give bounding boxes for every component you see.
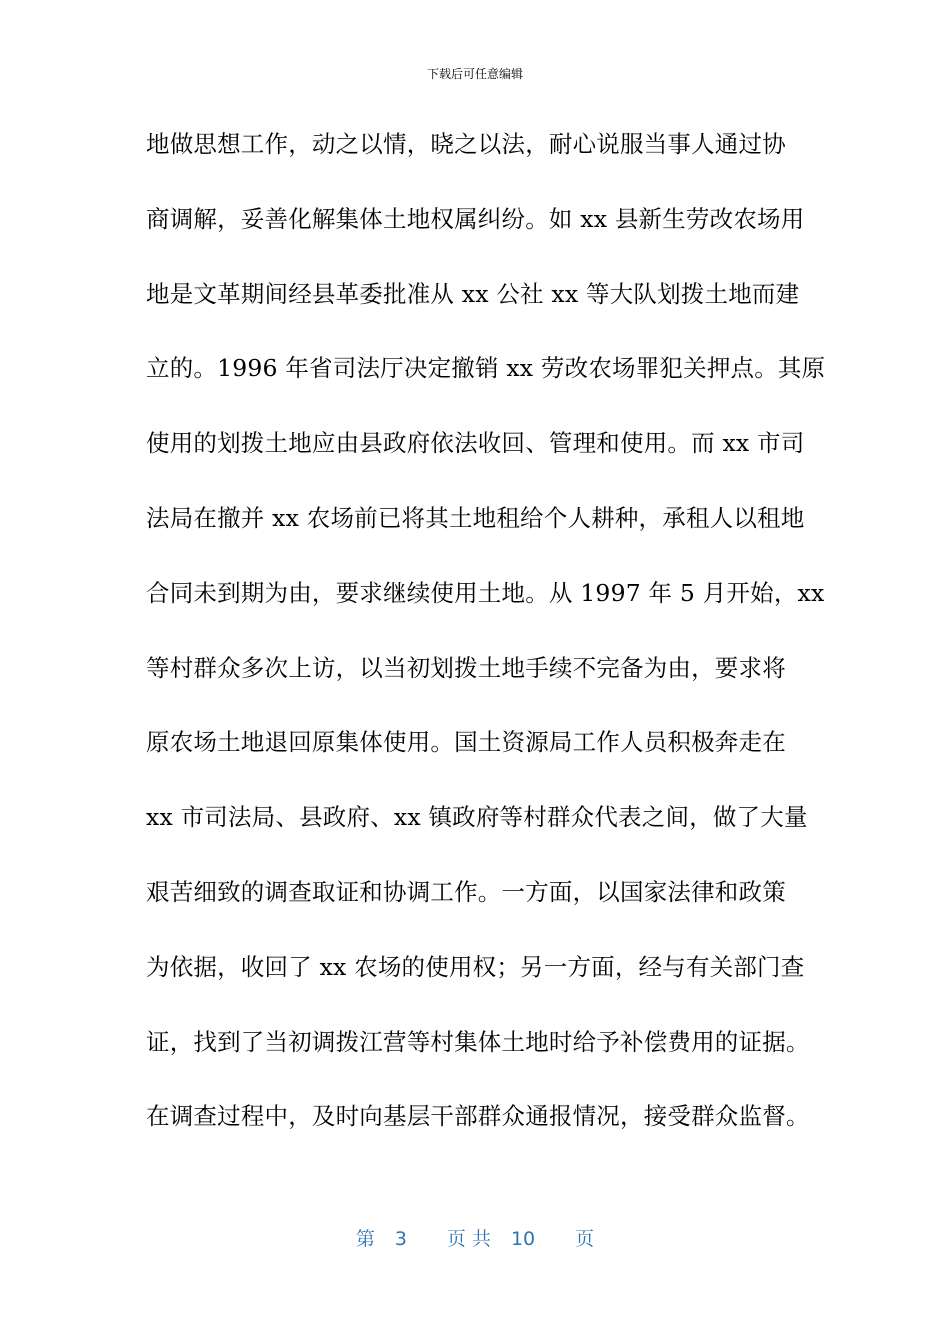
body-line: 为依据，收回了 xx 农场的使用权；另一方面，经与有关部门查: [146, 952, 805, 981]
page-number-footer: [0, 1226, 950, 1252]
body-line: 商调解，妥善化解集体土地权属纠纷。如 xx 县新生劳改农场用: [146, 204, 805, 233]
body-line: 地做思想工作，动之以情，晓之以法，耐心说服当事人通过协: [146, 130, 786, 158]
body-line: 使用的划拨土地应由县政府依法收回、管理和使用。而 xx 市司: [146, 429, 805, 458]
document-body: [146, 124, 826, 1171]
body-line: 法局在撤并 xx 农场前已将其土地租给个人耕种，承租人以租地: [146, 503, 805, 532]
body-line: 原农场土地退回原集体使用。国土资源局工作人员积极奔走在: [146, 728, 786, 757]
body-line: 艰苦细致的调查取证和协调工作。一方面，以国家法律和政策: [146, 877, 786, 906]
body-line: 等村群众多次上访，以当初划拨土地手续不完备为由，要求将: [146, 653, 786, 682]
body-line: 在调查过程中，及时向基层干部群众通报情况，接受群众监督。: [146, 1102, 810, 1131]
body-line: 证，找到了当初调拨江营等村集体土地时给予补偿费用的证据。: [146, 1027, 810, 1056]
footer-suffix: 页: [575, 1228, 595, 1250]
current-page-number: 3: [394, 1228, 407, 1250]
footer-prefix: 第: [355, 1228, 375, 1250]
body-line: 立的。1996 年省司法厅决定撤销 xx 劳改农场罪犯关押点。其原: [146, 354, 826, 383]
body-line: 合同未到期为由，要求继续使用土地。从 1997 年 5 月开始，xx: [146, 578, 825, 607]
footer-middle: 页 共: [446, 1228, 491, 1250]
body-line: 地是文革期间经县革委批准从 xx 公社 xx 等大队划拨土地而建: [146, 279, 800, 308]
body-line: xx 市司法局、县政府、xx 镇政府等村群众代表之间，做了大量: [146, 803, 808, 832]
total-pages-number: 10: [510, 1228, 536, 1250]
page-header-note: 下载后可任意编辑: [426, 67, 523, 81]
